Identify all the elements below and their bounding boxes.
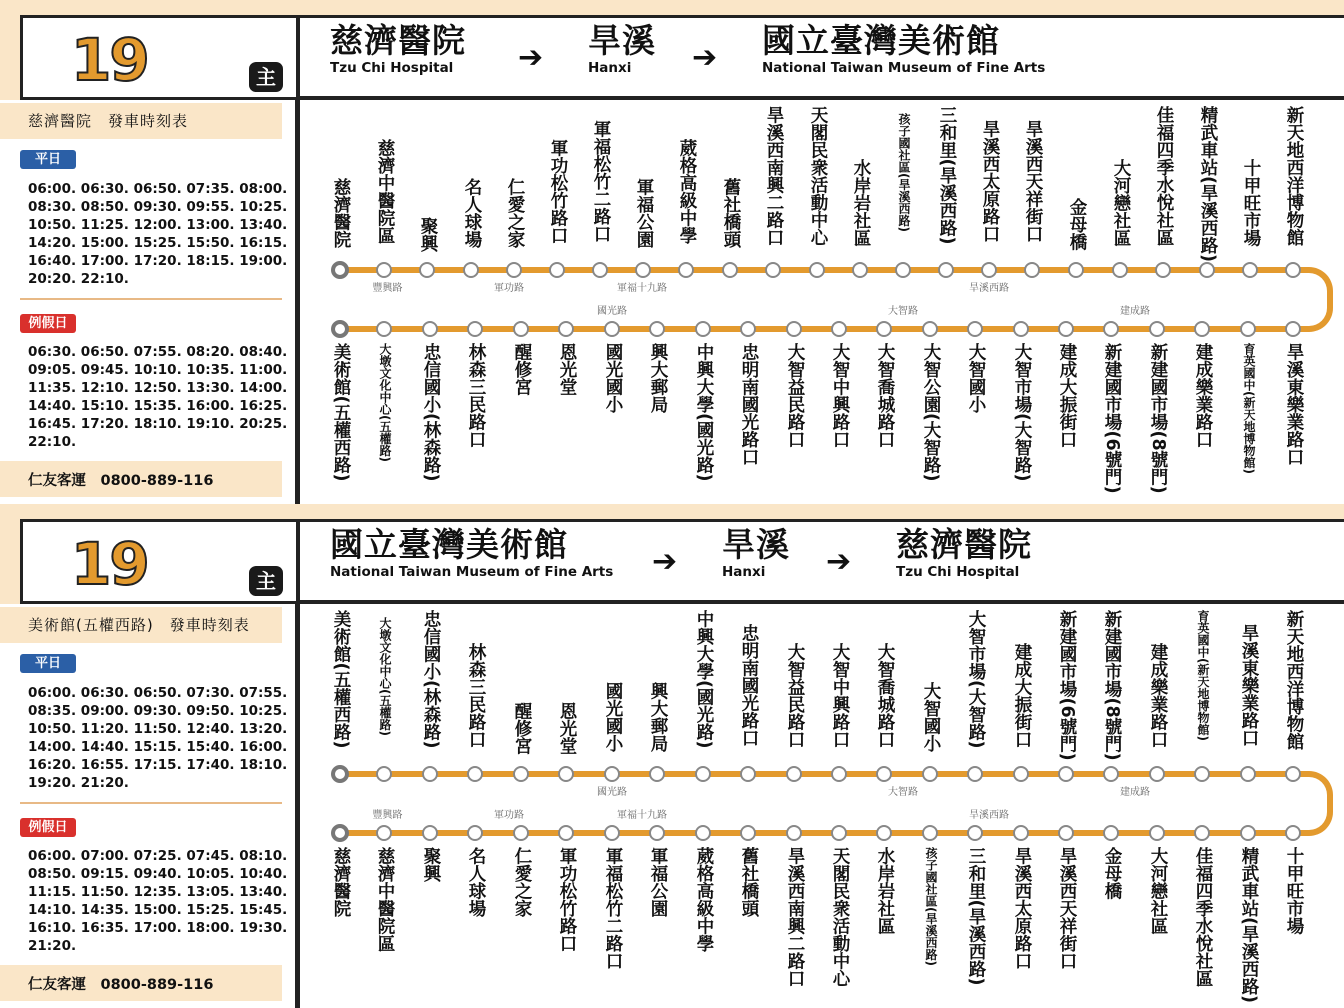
bottom-stop-label: 大智國小 [966,343,986,413]
stop-marker [558,825,574,841]
bottom-stop-label: 慈濟中醫院區 [375,847,395,952]
top-stop-label: 慈濟中醫院區 [375,139,395,244]
via-en: Hanxi [722,564,766,580]
route-info [0,0,300,504]
top-stop-label: 大智市場(大智路) [966,610,986,749]
stop-marker [1112,262,1128,278]
stop-marker [463,262,479,278]
stop-marker [558,321,574,337]
route-number-box [20,15,301,100]
header-destination [762,22,1045,76]
road-segment-label: 國光路 [597,306,627,317]
top-stop-label: 新天地西洋博物館 [1284,610,1304,750]
bottom-stop-label: 國光國小 [603,343,623,413]
bottom-stop-label: 大墩文化中心(五權路) [378,343,392,462]
timetable-title: 美術館(五權西路) 發車時刻表 [0,607,282,643]
timetable-sidebar [0,100,300,504]
header-origin [330,526,613,580]
road-segment-label: 建成路 [1120,306,1150,317]
road-segment-label: 豐興路 [372,283,403,294]
stop-marker [786,321,802,337]
bottom-stop-label: 慈濟醫院 [331,847,351,917]
bottom-stop-label: 新建國市場(8號門) [1148,343,1168,494]
top-stop-label: 佳福四季水悅社區 [1154,106,1174,246]
stop-marker [831,825,847,841]
stop-marker [876,766,892,782]
origin-zh: 慈濟醫院 [330,21,466,60]
bottom-stop-label: 天閣民衆活動中心 [830,847,850,987]
route-main-badge: 主 [249,566,283,596]
weekday-badge: 平日 [20,150,76,169]
bottom-stop-label: 美術館(五權西路) [331,343,351,482]
stop-marker [895,262,911,278]
bottom-stop-label: 忠信國小(林森路) [421,343,441,482]
stop-marker [376,766,392,782]
bottom-stop-label: 大智益民路口 [785,343,805,448]
top-stop-label: 軍福公園 [634,178,654,248]
bottom-stop-label: 恩光堂 [557,343,577,396]
arrow-right-icon: ➔ [826,544,852,579]
bottom-stop-label: 興大郵局 [648,343,668,413]
stop-marker [376,262,392,278]
top-stop-label: 美術館(五權西路) [331,610,351,749]
stop-marker [1242,262,1258,278]
stop-marker [740,766,756,782]
origin-en: Tzu Chi Hospital [330,60,454,76]
bottom-stop-label: 金母橋 [1102,847,1122,900]
top-stop-label: 建成樂業路口 [1148,643,1168,748]
stop-marker [1149,766,1165,782]
stop-marker [786,825,802,841]
top-stop-label: 新建國市場(8號門) [1102,610,1122,761]
stop-marker [513,766,529,782]
stop-marker [1149,321,1165,337]
top-stop-label: 中興大學(國光路) [694,610,714,749]
top-stop-label: 仁愛之家 [505,178,525,248]
top-stop-label: 葳格高級中學 [677,139,697,244]
stop-marker [1068,262,1084,278]
top-stop-label: 精武車站(旱溪西路) [1198,106,1218,262]
bottom-stop-label: 新建國市場(6號門) [1102,343,1122,494]
bottom-stop-label: 醒修宮 [512,343,532,396]
road-segment-label: 豐興路 [372,810,403,821]
stop-marker [967,766,983,782]
header-via [588,22,656,76]
stop-marker [786,766,802,782]
stop-marker [1194,766,1210,782]
bottom-stop-label: 聚興 [421,847,441,882]
route-number-box [20,519,301,604]
bottom-stop-label: 軍功松竹路口 [557,847,577,952]
origin-zh: 國立臺灣美術館 [330,525,568,564]
top-stop-label: 軍功松竹路口 [548,139,568,244]
stop-marker [1103,321,1119,337]
stop-marker [513,321,529,337]
stop-marker [852,262,868,278]
stop-marker [922,321,938,337]
stop-marker [876,321,892,337]
route-header [300,519,1344,604]
arrow-right-icon: ➔ [518,40,544,75]
top-stop-label: 建成大振街口 [1012,643,1032,748]
stop-marker [1058,766,1074,782]
stop-marker [604,321,620,337]
road-segment-label: 軍功路 [494,283,524,294]
stop-marker [376,825,392,841]
holiday-times: 06:30. 06:50. 07:55. 08:20. 08:40. 09:05. 09:45. 10:10. 10:35. 11:00. 11:35. 12:10. 12:50. 13:30. 14:00. 14:40. 15:10. 15:35. 16:00. 16:25. 16:45. 17:20. 18:10. 19:10. 20:25. 22:10. [28,344,288,450]
stop-marker [695,825,711,841]
header-via [722,526,790,580]
stop-marker [1013,825,1029,841]
stop-marker [722,262,738,278]
stop-marker [1194,825,1210,841]
stop-marker [695,766,711,782]
top-stop-label: 孩子國社區(旱溪西路) [897,113,911,232]
stop-marker [938,262,954,278]
stop-marker [558,766,574,782]
stop-marker [649,825,665,841]
bottom-stop-label: 葳格高級中學 [694,847,714,952]
stop-marker [1149,825,1165,841]
bottom-stop-label: 旱溪西南興二路口 [785,847,805,987]
company-contact: 仁友客運 0800-889-116 [0,461,282,497]
stop-marker [1024,262,1040,278]
route-main-badge: 主 [249,62,283,92]
route-panel-return [0,504,1344,1008]
road-segment-label: 旱溪西路 [969,283,1009,294]
stop-marker [1013,766,1029,782]
top-stop-label: 軍福松竹二路口 [591,119,611,242]
stop-marker [649,766,665,782]
route-number: 19 [71,26,148,94]
stop-marker [1103,825,1119,841]
bottom-stop-label: 名人球場 [466,847,486,917]
bottom-stop-label: 三和里(旱溪西路) [966,847,986,986]
stop-marker [422,825,438,841]
top-stop-label: 大智益民路口 [785,643,805,748]
stop-marker [592,262,608,278]
top-stop-label: 名人球場 [462,178,482,248]
bottom-stop-label: 大智中興路口 [830,343,850,448]
terminal-stop-marker [331,765,349,783]
stop-marker [604,766,620,782]
road-segment-label: 建成路 [1120,787,1150,798]
bottom-stop-label: 旱溪西太原路口 [1012,847,1032,970]
bottom-stop-label: 育英國中(新天地博物館) [1242,343,1256,474]
timetable-title: 慈濟醫院 發車時刻表 [0,103,282,139]
top-stop-label: 旱溪東樂業路口 [1239,623,1259,746]
bottom-stop-label: 大河戀社區 [1148,847,1168,935]
company-contact: 仁友客運 0800-889-116 [0,965,282,1001]
stop-marker [695,321,711,337]
terminal-stop-marker [331,320,349,338]
terminal-stop-marker [331,261,349,279]
stop-marker [1240,766,1256,782]
road-segment-label: 軍福十九路 [617,283,667,294]
top-stop-label: 大智喬城路口 [875,643,895,748]
stop-marker [506,262,522,278]
stop-marker [1285,262,1301,278]
stop-marker [922,825,938,841]
bottom-stop-label: 十甲旺市場 [1284,847,1304,935]
stop-marker [604,825,620,841]
stop-marker [922,766,938,782]
top-stop-label: 大智國小 [921,682,941,752]
bottom-stop-label: 大智公園(大智路) [921,343,941,482]
top-stop-label: 忠信國小(林森路) [421,610,441,749]
top-stop-label: 大墩文化中心(五權路) [378,617,392,736]
stop-marker [967,321,983,337]
road-segment-label: 大智路 [888,306,918,317]
route-line-turnaround [1293,771,1333,836]
bottom-stop-label: 水岸岩社區 [875,847,895,935]
stop-marker [765,262,781,278]
stop-marker [635,262,651,278]
road-segment-label: 軍功路 [494,810,524,821]
holiday-badge: 例假日 [20,314,76,333]
bottom-stop-label: 精武車站(旱溪西路) [1239,847,1259,1003]
stop-marker [467,766,483,782]
top-stop-label: 舊社橋頭 [721,178,741,248]
stop-marker [1058,825,1074,841]
bottom-stop-label: 佳福四季水悅社區 [1193,847,1213,987]
top-stop-label: 大智中興路口 [830,643,850,748]
stop-marker [876,825,892,841]
bottom-stop-label: 仁愛之家 [512,847,532,917]
stop-marker [1285,825,1301,841]
stop-marker [1013,321,1029,337]
stop-marker [1194,321,1210,337]
stop-marker [809,262,825,278]
stop-marker [1285,321,1301,337]
route-number: 19 [71,530,148,598]
stop-marker [678,262,694,278]
top-stop-label: 旱溪西天祥街口 [1023,119,1043,242]
destination-zh: 慈濟醫院 [896,525,1032,564]
stop-marker [740,825,756,841]
bottom-stop-label: 大智市場(大智路) [1012,343,1032,482]
top-stop-label: 恩光堂 [557,701,577,754]
header-origin [330,22,466,76]
stop-marker [422,321,438,337]
weekday-times: 06:00. 06:30. 06:50. 07:35. 08:00. 08:30. 08:50. 09:30. 09:55. 10:25. 10:50. 11:25. 12:00. 13:00. 13:40. 14:20. 15:00. 15:25. 15:50. 16:15. 16:40. 17:00. 17:20. 18:15. 19:00. 20:20. 22:10. [28,181,288,287]
stop-marker [1240,321,1256,337]
origin-en: National Taiwan Museum of Fine Arts [330,564,614,580]
road-segment-label: 國光路 [597,787,627,798]
stop-marker [422,766,438,782]
stop-marker [1240,825,1256,841]
top-stop-label: 醒修宮 [512,701,532,754]
route-map [300,604,1344,1008]
divider [20,298,282,300]
top-stop-label: 興大郵局 [648,682,668,752]
bottom-stop-label: 中興大學(國光路) [694,343,714,482]
top-stop-label: 旱溪西南興二路口 [764,106,784,246]
bottom-stop-label: 建成樂業路口 [1193,343,1213,448]
bottom-stop-label: 軍福松竹二路口 [603,847,623,970]
top-stop-label: 育英國中(新天地博物館) [1196,610,1210,741]
holiday-times: 06:00. 07:00. 07:25. 07:45. 08:10. 08:50. 09:15. 09:40. 10:05. 10:40. 11:15. 11:50. 12:35. 13:05. 13:40. 14:10. 14:35. 15:00. 15:25. 15:45. 16:10. 16:35. 17:00. 18:00. 19:30. 21:20. [28,848,288,954]
route-info [0,504,300,1008]
stop-marker [831,766,847,782]
weekday-times: 06:00. 06:30. 06:50. 07:30. 07:55. 08:35. 09:00. 09:30. 09:50. 10:25. 10:50. 11:20. 11:50. 12:40. 13:20. 14:00. 14:40. 15:15. 15:40. 16:00. 16:20. 16:55. 17:15. 17:40. 18:10. 19:20. 21:20. [28,685,288,791]
top-stop-label: 林森三民路口 [466,643,486,748]
stop-marker [1103,766,1119,782]
arrow-right-icon: ➔ [652,544,678,579]
stop-marker [1285,766,1301,782]
stop-marker [467,825,483,841]
stop-marker [1199,262,1215,278]
holiday-badge: 例假日 [20,818,76,837]
bottom-stop-label: 忠明南國光路口 [739,343,759,466]
road-segment-label: 大智路 [888,787,918,798]
top-stop-label: 十甲旺市場 [1241,158,1261,246]
stop-marker [467,321,483,337]
top-stop-label: 三和里(旱溪西路) [937,106,957,245]
header-destination [896,526,1032,580]
bottom-stop-label: 旱溪西天祥街口 [1057,847,1077,970]
route-line-turnaround [1293,267,1333,332]
divider [20,802,282,804]
destination-zh: 國立臺灣美術館 [762,21,1000,60]
via-zh: 旱溪 [722,525,790,564]
via-zh: 旱溪 [588,21,656,60]
stop-marker [1155,262,1171,278]
top-stop-label: 天閣民衆活動中心 [808,106,828,246]
road-segment-label: 旱溪西路 [969,810,1009,821]
top-stop-label: 金母橋 [1067,197,1087,250]
bottom-stop-label: 孩子國社區(旱溪西路) [924,847,938,966]
stop-marker [419,262,435,278]
bottom-stop-label: 林森三民路口 [466,343,486,448]
timetable-sidebar [0,604,300,1008]
top-stop-label: 聚興 [418,217,438,252]
stop-marker [981,262,997,278]
top-stop-label: 國光國小 [603,682,623,752]
route-header [300,15,1344,100]
arrow-right-icon: ➔ [692,40,718,75]
weekday-badge: 平日 [20,654,76,673]
top-stop-label: 忠明南國光路口 [739,623,759,746]
top-stop-label: 新建國市場(6號門) [1057,610,1077,761]
stop-marker [376,321,392,337]
road-segment-label: 軍福十九路 [617,810,667,821]
bottom-stop-label: 大智喬城路口 [875,343,895,448]
bottom-stop-label: 舊社橋頭 [739,847,759,917]
stop-marker [1058,321,1074,337]
bottom-stop-label: 建成大振街口 [1057,343,1077,448]
top-stop-label: 大河戀社區 [1111,158,1131,246]
route-map [300,100,1344,504]
bottom-stop-label: 旱溪東樂業路口 [1284,343,1304,466]
bottom-stop-label: 軍福公園 [648,847,668,917]
stop-marker [549,262,565,278]
top-stop-label: 水岸岩社區 [851,158,871,246]
destination-en: National Taiwan Museum of Fine Arts [762,60,1046,76]
top-stop-label: 新天地西洋博物館 [1284,106,1304,246]
stop-marker [513,825,529,841]
terminal-stop-marker [331,824,349,842]
stop-marker [967,825,983,841]
top-stop-label: 旱溪西太原路口 [980,119,1000,242]
stop-marker [740,321,756,337]
top-stop-label: 慈濟醫院 [331,178,351,248]
via-en: Hanxi [588,60,632,76]
destination-en: Tzu Chi Hospital [896,564,1020,580]
stop-marker [831,321,847,337]
stop-marker [649,321,665,337]
